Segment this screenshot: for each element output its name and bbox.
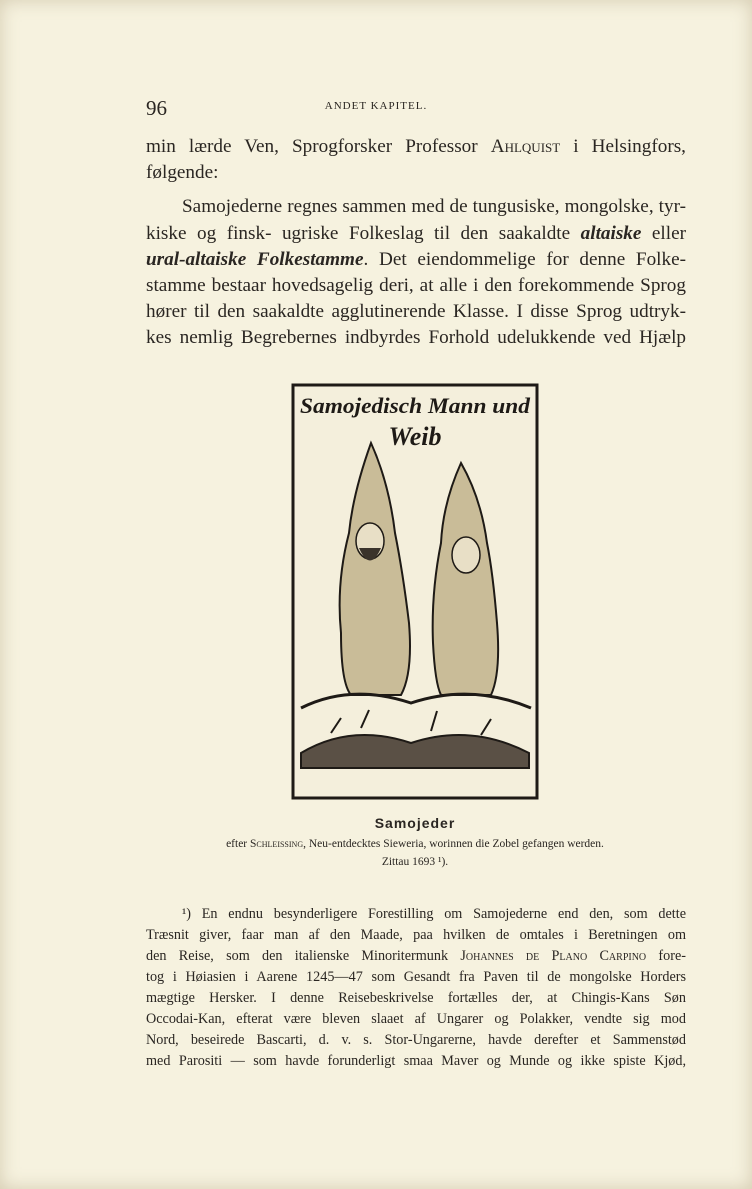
- text: eller: [641, 222, 686, 244]
- emphasis: altaiske: [580, 222, 642, 244]
- author-name: Schleissing: [250, 838, 304, 850]
- text: fore-: [646, 948, 686, 964]
- page-number: 96: [146, 96, 167, 120]
- woodcut-illustration: [291, 383, 539, 800]
- svg-text:Weib: Weib: [388, 422, 442, 451]
- text: min lærde Ven, Sprogforsker Professor: [146, 136, 491, 157]
- paragraph: [146, 194, 686, 351]
- author-name: Ahlquist: [490, 136, 561, 157]
- figure-caption-title: Samojeder: [374, 815, 456, 831]
- text-line: Samojederne regnes sammen med de tungusiske, mongolske, tyr-: [182, 196, 686, 218]
- text-line: følgende:: [146, 162, 219, 184]
- text-line: kes nemlig Begrebernes indbyrdes Forhold udelukkende ved Hjælp: [146, 327, 686, 349]
- woodcut-title: Samojedisch Mann und: [300, 393, 532, 418]
- text-line: mægtige Hersker. I denne Reisebeskrivelse fortælles der, at Chingis-Kans Søn: [146, 990, 686, 1006]
- text: den Reise, som den italienske Minoritermunk: [146, 948, 461, 964]
- text: i Helsingfors,: [560, 136, 686, 157]
- text: kiske og finsk- ugriske Folkeslag til den saakaldte: [146, 222, 581, 244]
- person-name: Johannes de Plano Carpino: [460, 948, 647, 964]
- text-line: Træsnit giver, faar man af den Maade, paa hvilken de omtales i Beretningen om: [146, 927, 686, 943]
- text-line: hører til den saakaldte agglutinerende Klasse. I disse Sprog udtryk-: [146, 301, 686, 323]
- footnote: [146, 904, 686, 1072]
- text-line: tog i Høiasien i Aarene 1245—47 som Gesandt fra Paven til de mongolske Horders: [146, 969, 686, 985]
- text: . Det eiendommelige for denne Folke-: [363, 248, 686, 270]
- text-line: Occodai-Kan, efterat være bleven slaaet af Ungarer og Polakker, vendte sig mod: [146, 1011, 686, 1027]
- text-line: med Parositi — som havde forunderligt smaa Maver og Munde og ikke spiste Kjød,: [146, 1053, 686, 1069]
- body-text: [146, 134, 686, 352]
- text: , Neu-entdecktes Sieweria, worinnen die Zobel gefangen werden.: [303, 838, 604, 850]
- emphasis: ural-altaiske Folkestamme: [146, 248, 364, 270]
- text-line: Nord, beseirede Bascarti, d. v. s. Stor-Ungarerne, havde derefter et Sammenstød: [146, 1032, 686, 1048]
- text-line: stamme bestaar hovedsagelig deri, at alle i den forekommende Sprog: [146, 275, 686, 297]
- figure-caption: [0, 838, 752, 850]
- text: efter: [226, 838, 251, 850]
- running-title: ANDET KAPITEL.: [324, 100, 428, 112]
- text-line: ¹) En endnu besynderligere Forestilling om Samojederne end den, som dette: [182, 906, 686, 922]
- figure-caption-line2: Zittau 1693 ¹).: [381, 856, 449, 868]
